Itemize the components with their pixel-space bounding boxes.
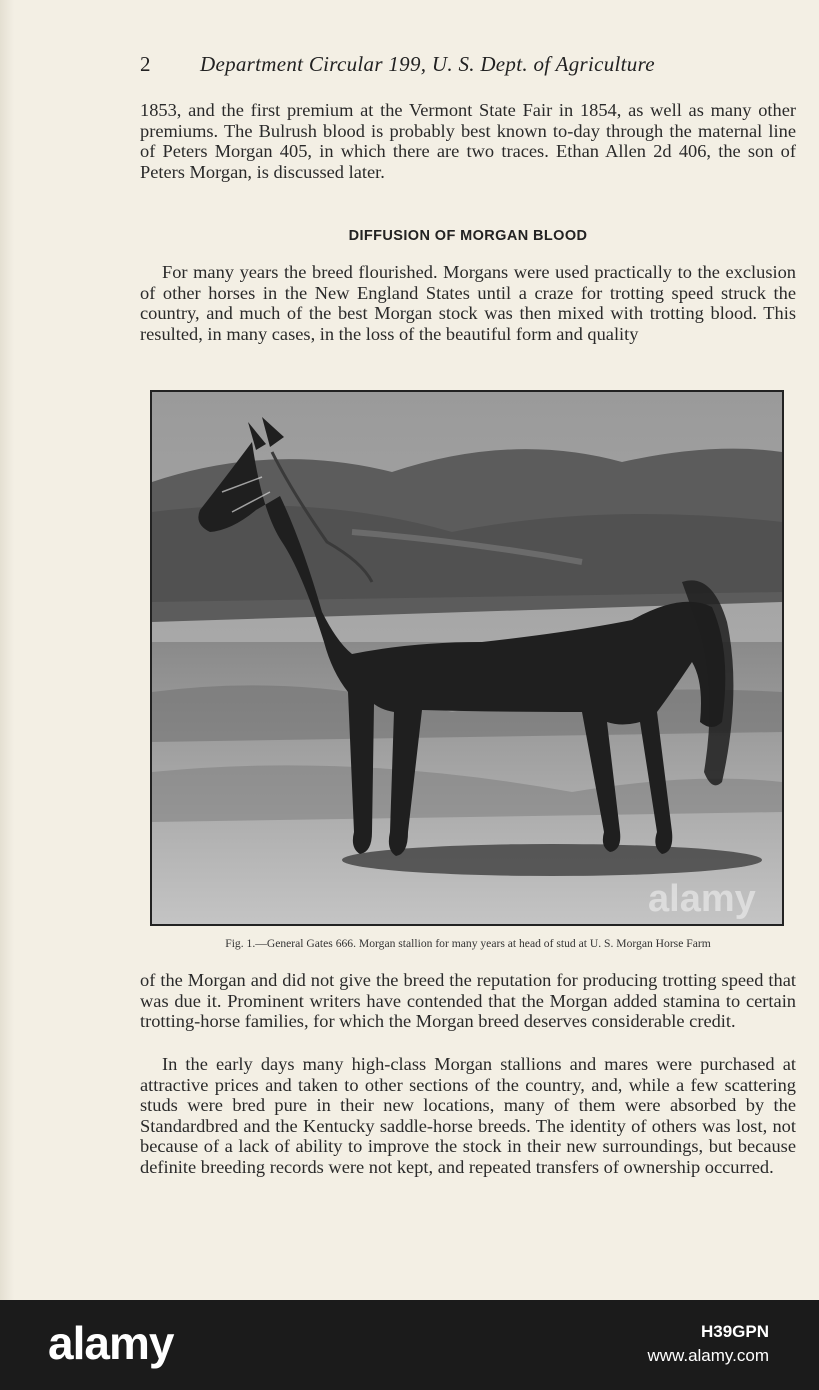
page-binding-edge <box>0 0 14 1300</box>
image-id: H39GPN <box>700 1322 769 1341</box>
alamy-logo: alamy <box>48 1317 174 1369</box>
running-title: Department Circular 199, U. S. Dept. of Agriculture <box>200 52 655 76</box>
figure-caption: Fig. 1.—General Gates 666. Morgan stallion for many years at head of stud at U. S. Morgan Horse Farm <box>225 937 711 950</box>
alamy-overlay-watermark: alamy <box>648 878 756 920</box>
paragraph-opening-text: 1853, and the first premium at the Vermont State Fair in 1854, as well as many other premiums. The Bulrush blood is probably best known to-day through the maternal line of Peters Morgan 405, in which there are two traces. Ethan Allen 2d 406, the son of Peters Morgan, is discussed later. <box>140 100 796 182</box>
paragraph-diffusion-2-text: of the Morgan and did not give the breed the reputation for producing trotting speed that was due it. Prominent writers have contended that the Morgan added stamina to certain trotting-horse families, for which the Morgan breed deserves considerable credit. <box>140 970 796 1032</box>
horse-photo-illustration <box>152 392 782 924</box>
paragraph-diffusion-1-text: For many years the breed flourished. Morgans were used practically to the exclusion of other horses in the New England States until a craze for trotting speed struck the country, and much of the best Morgan stock was then mixed with trotting blood. This resulted, in many cases, in the loss of the beautiful form and quality <box>140 262 796 344</box>
paragraph-diffusion-2 <box>140 970 796 1032</box>
horse-photograph <box>150 390 784 926</box>
page-number: 2 <box>140 52 151 76</box>
paragraph-opening <box>140 100 796 182</box>
paragraph-early-days <box>140 1054 796 1178</box>
watermark-footer <box>0 1300 819 1390</box>
paragraph-early-days-text: In the early days many high-class Morgan stallions and mares were purchased at attractive prices and taken to other sections of the country, and, while a few scattering studs were bred pure in their new locations, many of them were absorbed by the Standardbred and the Kentucky saddle-horse breeds. The identity of others was lost, not because of a lack of ability to improve the stock in their new surroundings, but because definite breeding records were not kept, and repeated transfers of ownership occurred. <box>140 1054 796 1177</box>
section-heading: DIFFUSION OF MORGAN BLOOD <box>348 228 588 244</box>
site-url: www.alamy.com <box>647 1346 769 1365</box>
paragraph-diffusion-1 <box>140 262 796 344</box>
